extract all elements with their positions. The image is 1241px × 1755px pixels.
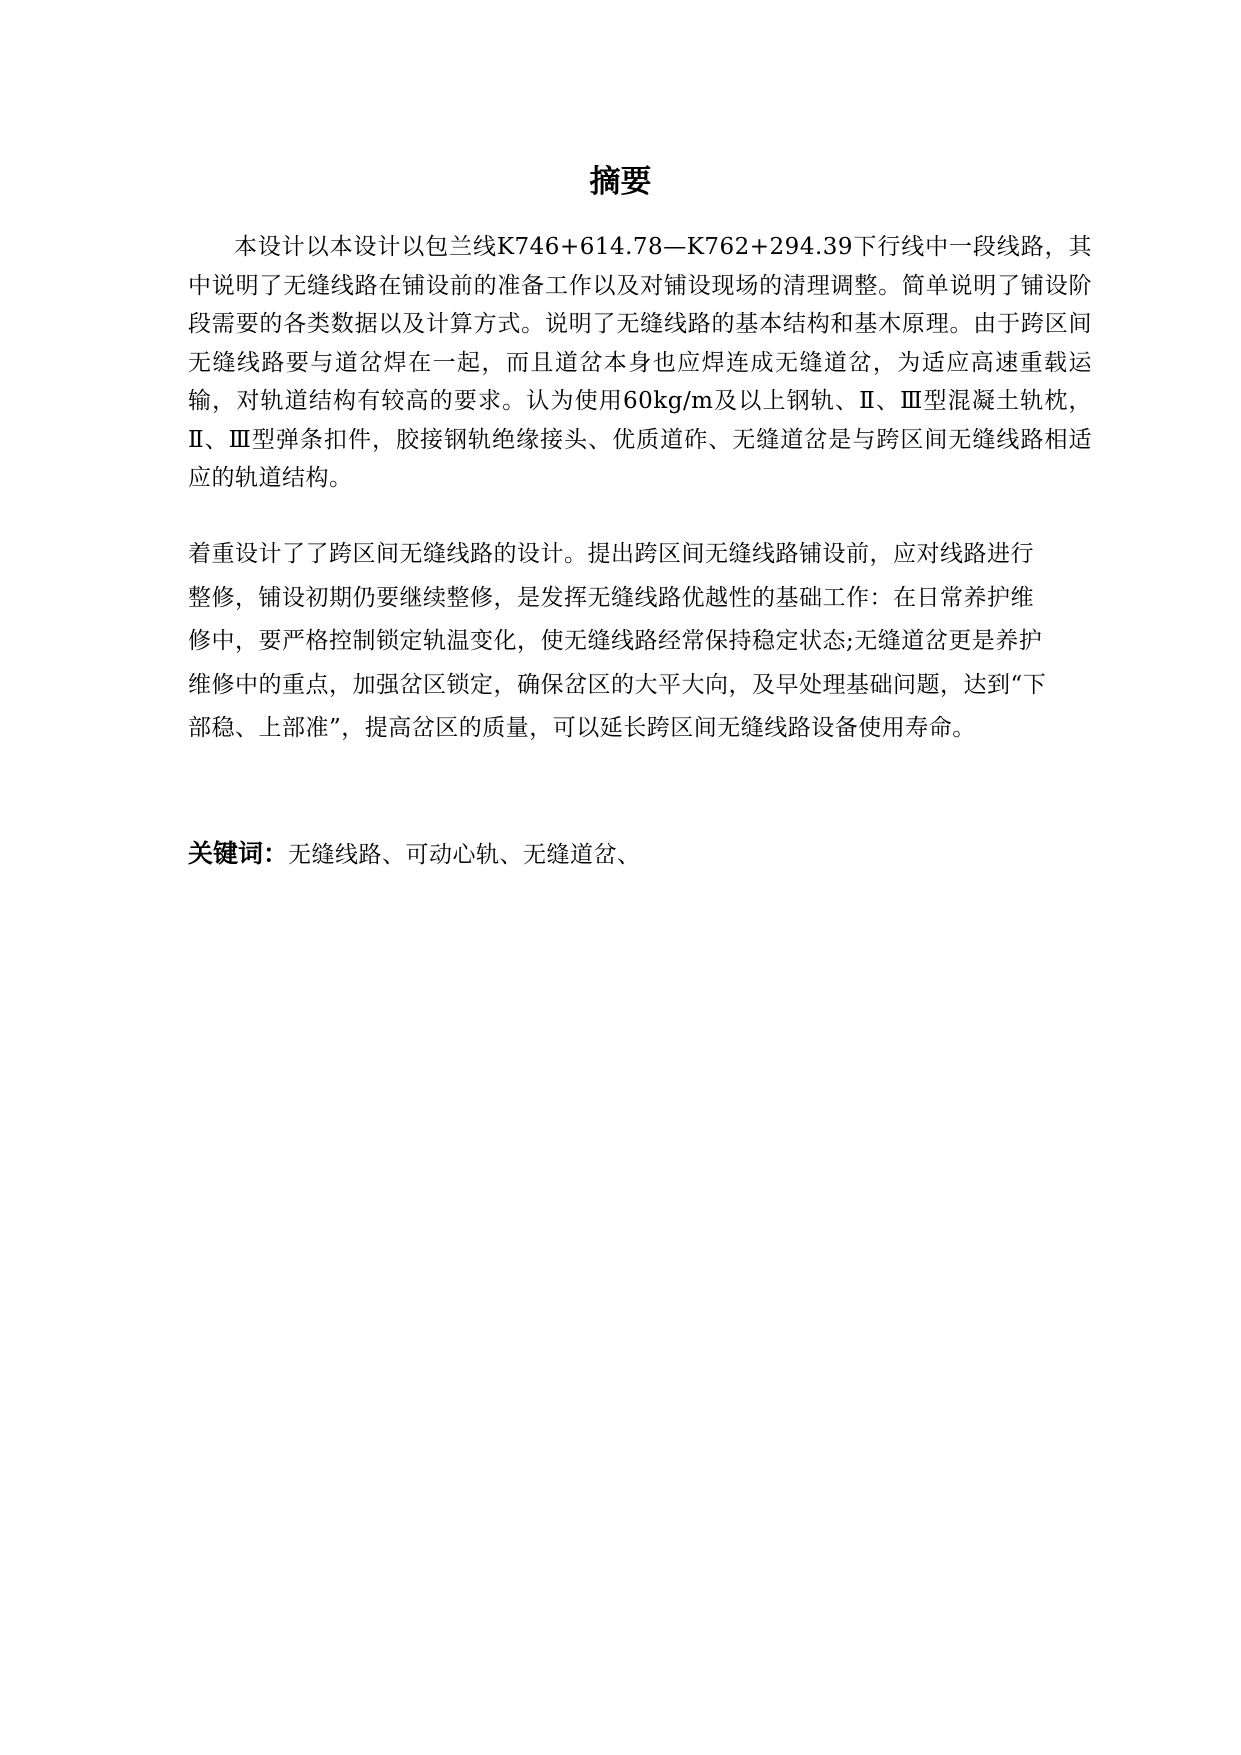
paragraph-2-line: 部稳、上部准”，提高岔区的质量，可以延长跨区间无缝线路设备使用寿命。 <box>188 715 976 742</box>
abstract-paragraph-2 <box>188 533 1092 751</box>
keywords-line <box>188 836 1092 873</box>
paragraph-2-line: 整修，铺设初期仍要继续整修，是发挥无缝线路优越性的基础工作：在日常养护维 <box>188 584 1034 611</box>
paragraph-2-line: 着重设计了了跨区间无缝线路的设计。提出跨区间无缝线路铺设前，应对线路进行 <box>188 541 1034 567</box>
keywords-value: 无缝线路、可动心轨、无缝道岔、 <box>288 842 641 868</box>
paragraph-2-line: 维修中的重点，加强岔区锁定，确保岔区的大平大向，及早处理基础问题，达到“下 <box>188 671 1047 698</box>
keywords-label: 关键词： <box>188 839 289 868</box>
page-title: 摘要 <box>589 164 652 200</box>
paragraph-2-line: 修中，要严格控制锁定轨温变化，使无缝线路经常保持稳定状态;无缝道岔更是养护 <box>188 628 1043 655</box>
abstract-paragraph-1: 本设计以本设计以包兰线K746+614.78—K762+294.39下行线中一段线路，其中说明了无缝线路在铺设前的准备工作以及对铺设现场的清理调整。简单说明了铺设阶段需要的各类数据以及计算方式。说明了无缝线路的基本结构和基木原理。由于跨区间无缝线路要与道岔焊在一起，而且道岔本身也应焊连成无缝道岔，为适应高速重载运输，对轨道结构有较高的要求。认为使用60kg/m及以上钢轨、Ⅱ、Ⅲ型混凝土轨枕，Ⅱ、Ⅲ型弹条扣件，胶接钢轨绝缘接头、优质道砟、无缝道岔是与跨区间无缝线路相适应的轨道结构。 <box>188 234 1092 491</box>
